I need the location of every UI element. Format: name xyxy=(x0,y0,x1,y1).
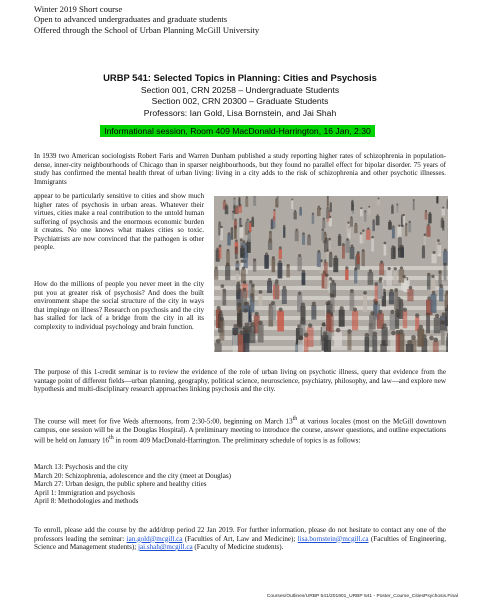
meetings-sup-2: th xyxy=(109,435,114,442)
email-link-shah[interactable]: jai.shah@mcgill.ca xyxy=(138,543,193,551)
header-line-audience: Open to advanced undergraduates and graduate students xyxy=(34,14,228,25)
header-block xyxy=(34,4,454,35)
schedule-item: March 20: Schizophrenia, adolescence and the city (meet at Douglas) xyxy=(34,471,231,480)
meetings-text-3: in room 409 MacDonald-Harrington. The preliminary schedule of topics is as follows: xyxy=(113,436,361,445)
professors: Professors: Ian Gold, Lisa Bornstein, and Jai Shah xyxy=(143,107,337,118)
paragraph-meetings xyxy=(34,415,446,445)
schedule-item: April 1: Immigration and psychosis xyxy=(34,488,135,497)
crowd-photo-icon xyxy=(214,196,448,352)
course-title-block xyxy=(0,72,480,119)
meetings-sup-1: th xyxy=(292,416,298,422)
enroll-text-4: (Faculty of Medicine students). xyxy=(192,543,284,551)
paragraph-enroll xyxy=(34,526,446,552)
section-grad: Section 002, CRN 20300 – Graduate Students xyxy=(151,96,329,107)
section-undergrad: Section 001, CRN 20258 – Undergraduate Students xyxy=(140,84,340,95)
crowd-crosswalk-photo xyxy=(214,196,448,352)
schedule-list xyxy=(34,463,334,506)
paragraph-intro: In 1939 two American sociologists Robert Faris and Warren Dunham published a study reporting higher rates of schizophrenia in population-dense, inner-city neighbourhoods of Chicago than in sparser neighbourhoods, but they found no parallel effect for bipolar disorder. 75 years of study has confirmed the mental health threat of urban living: living in a city adds to the risk of schizophrenia and other psychotic illnesses. Immigrants xyxy=(34,152,446,186)
course-title: URBP 541: Selected Topics in Planning: Cities and Psychosis xyxy=(103,72,377,83)
header-line-school: Offered through the School of Urban Planning McGill University xyxy=(34,24,260,35)
header-line-term: Winter 2019 Short course xyxy=(34,4,123,14)
email-link-bornstein[interactable]: lisa.bornstein@mcgill.ca xyxy=(297,534,369,543)
schedule-item: March 27: Urban design, the public sphere and healthy cities xyxy=(34,480,207,489)
enroll-text-3: (Faculties of Engineering, Science and Management students); xyxy=(34,534,446,551)
schedule-item: March 13: Psychosis and the city xyxy=(34,463,128,471)
paragraph-purpose: The purpose of this 1-credit seminar is to review the evidence of the role of urban living on psychotic illness, query that evidence from the vantage point of different fields—urban planning, geography, political science, neuroscience, psychiatry, philosophy, and law—and explore new hypothesis and multi-disciplinary research approaches linking psychosis and the city. xyxy=(34,368,446,393)
email-link-gold[interactable]: ian.gold@mcgill.ca xyxy=(126,534,183,543)
schedule-item: April 8: Methodologies and methods xyxy=(34,497,139,506)
enroll-text-1: To enroll, please add the course by the add/drop period 22 Jan 2019. For further information, please do not hesitate to contact any one of the professors leading the seminar: xyxy=(34,526,446,543)
info-session-banner: Informational session, Room 409 MacDonald-Harrington, 16 Jan, 2:30 xyxy=(100,125,375,137)
meetings-text-2: at various locales (most on the McGill downtown campus, one session will be at the Douglas Hospital). A preliminary meeting to introduce the course, answer questions, and outline expectations will be held on January 16 xyxy=(34,417,446,445)
enroll-text-2: (Faculties of Art, Law and Medicine); xyxy=(182,534,298,543)
meetings-text-1: The course will meet for five Weds afternoons, from 2:30-5:00, beginning on March 13 xyxy=(34,417,293,426)
paragraph-questions: How do the millions of people you never meet in the city put you at greater risk of psychosis? And does the built environment shape the social structure of the city in ways that impinge on illness? Research on psychosis and the city has stalled for lack of a bridge from the city in all its complexity to individual psychology and brain function. xyxy=(34,280,204,331)
footer-file-path: Courses/Outlines/URBP 541/201901_URBP 541 - Poster_Course_CitiesPsychosis.Final xyxy=(266,594,458,599)
paragraph-intro-continued: appear to be particularly sensitive to cities and show much higher rates of psychosis in urban areas. Whatever their virtues, cities make a real contribution to the untold human suffering of psychosis and the enormous economic burden it creates. No one knows what makes cities so toxic. Psychiatrists are now convinced that the pathogen is other people. xyxy=(34,192,204,251)
